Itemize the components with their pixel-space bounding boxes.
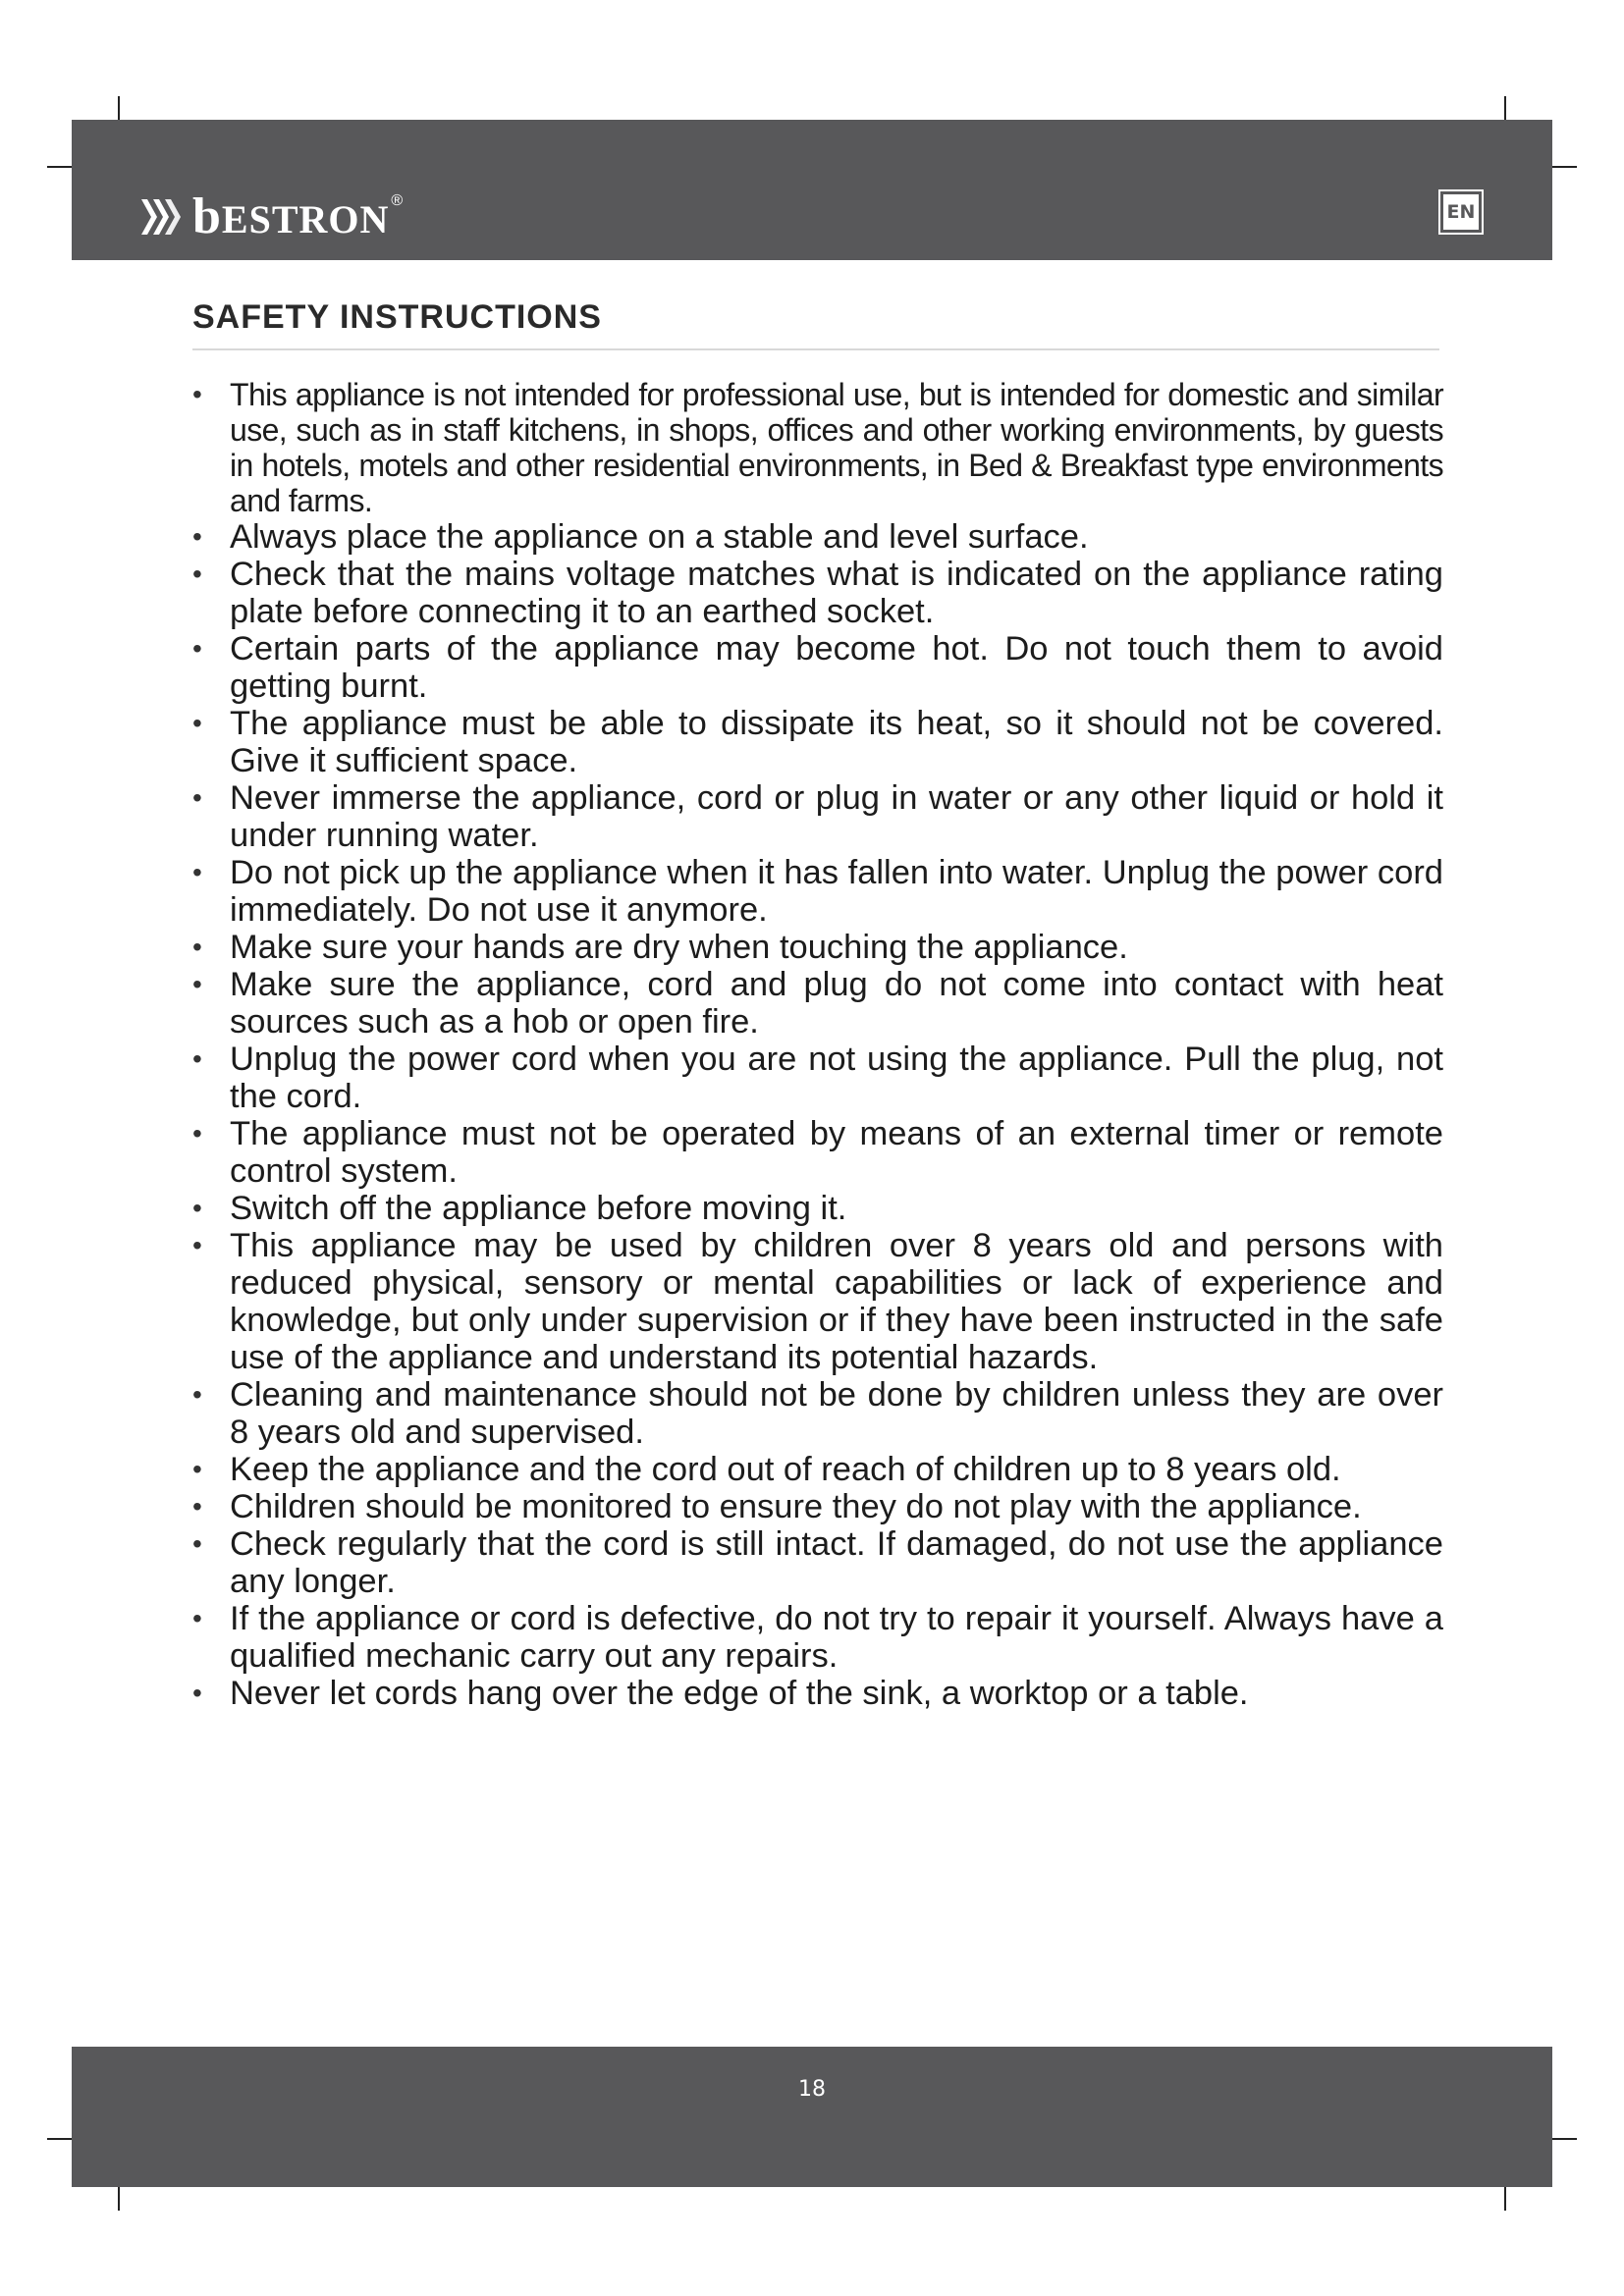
page-number: 18 — [798, 2077, 826, 2102]
list-item: • Certain parts of the appliance may become hot. Do not touch them to avoid getting burnt. — [192, 630, 1443, 705]
brand-wordmark: bESTRON — [192, 188, 390, 244]
page-title: SAFETY INSTRUCTIONS — [192, 298, 602, 336]
registered-mark: ® — [391, 192, 404, 209]
list-item: • If the appliance or cord is defective, do not try to repair it yourself. Always have a qualified mechanic carry out any repairs. — [192, 1600, 1443, 1675]
language-badge: EN — [1440, 191, 1482, 233]
list-item: • Unplug the power cord when you are not using the appliance. Pull the plug, not the cord. — [192, 1041, 1443, 1115]
brand-logo — [137, 188, 404, 244]
list-item: • Keep the appliance and the cord out of reach of children up to 8 years old. — [192, 1451, 1443, 1488]
list-item: • Never let cords hang over the edge of the sink, a worktop or a table. — [192, 1675, 1443, 1712]
instructions-list — [192, 377, 1443, 1712]
list-item: • Check regularly that the cord is still intact. If damaged, do not use the appliance any longer. — [192, 1525, 1443, 1600]
list-item: • This appliance may be used by children over 8 years old and persons with reduced physical, sensory or mental capabilities or lack of experience and knowledge, but only under supervision or if they have been instructed in the safe use of the appliance and understand its potential hazards. — [192, 1227, 1443, 1376]
footer-bar — [72, 2047, 1552, 2187]
list-item: • Make sure the appliance, cord and plug do not come into contact with heat sources such as a hob or open fire. — [192, 966, 1443, 1041]
list-item: • Do not pick up the appliance when it has fallen into water. Unplug the power cord immediately. Do not use it anymore. — [192, 854, 1443, 929]
list-item: • This appliance is not intended for professional use, but is intended for domestic and similar use, such as in staff kitchens, in shops, offices and other working environments, by guests in hotels, motels and other residential environments, in Bed & Breakfast type environments and farms. — [192, 377, 1443, 518]
instructions-content — [192, 377, 1443, 1712]
list-item: • Make sure your hands are dry when touching the appliance. — [192, 929, 1443, 966]
list-item: • Check that the mains voltage matches what is indicated on the appliance rating plate before connecting it to an earthed socket. — [192, 556, 1443, 630]
list-item: • The appliance must not be operated by means of an external timer or remote control system. — [192, 1115, 1443, 1190]
list-item: • Never immerse the appliance, cord or plug in water or any other liquid or hold it under running water. — [192, 779, 1443, 854]
list-item: • Children should be monitored to ensure they do not play with the appliance. — [192, 1488, 1443, 1525]
list-item: • Cleaning and maintenance should not be done by children unless they are over 8 years old and supervised. — [192, 1376, 1443, 1451]
list-item: • Always place the appliance on a stable and level surface. — [192, 518, 1443, 556]
list-item: • Switch off the appliance before moving it. — [192, 1190, 1443, 1227]
chevrons-icon — [137, 195, 181, 239]
title-divider — [192, 348, 1439, 350]
list-item: • The appliance must be able to dissipate its heat, so it should not be covered. Give it sufficient space. — [192, 705, 1443, 779]
